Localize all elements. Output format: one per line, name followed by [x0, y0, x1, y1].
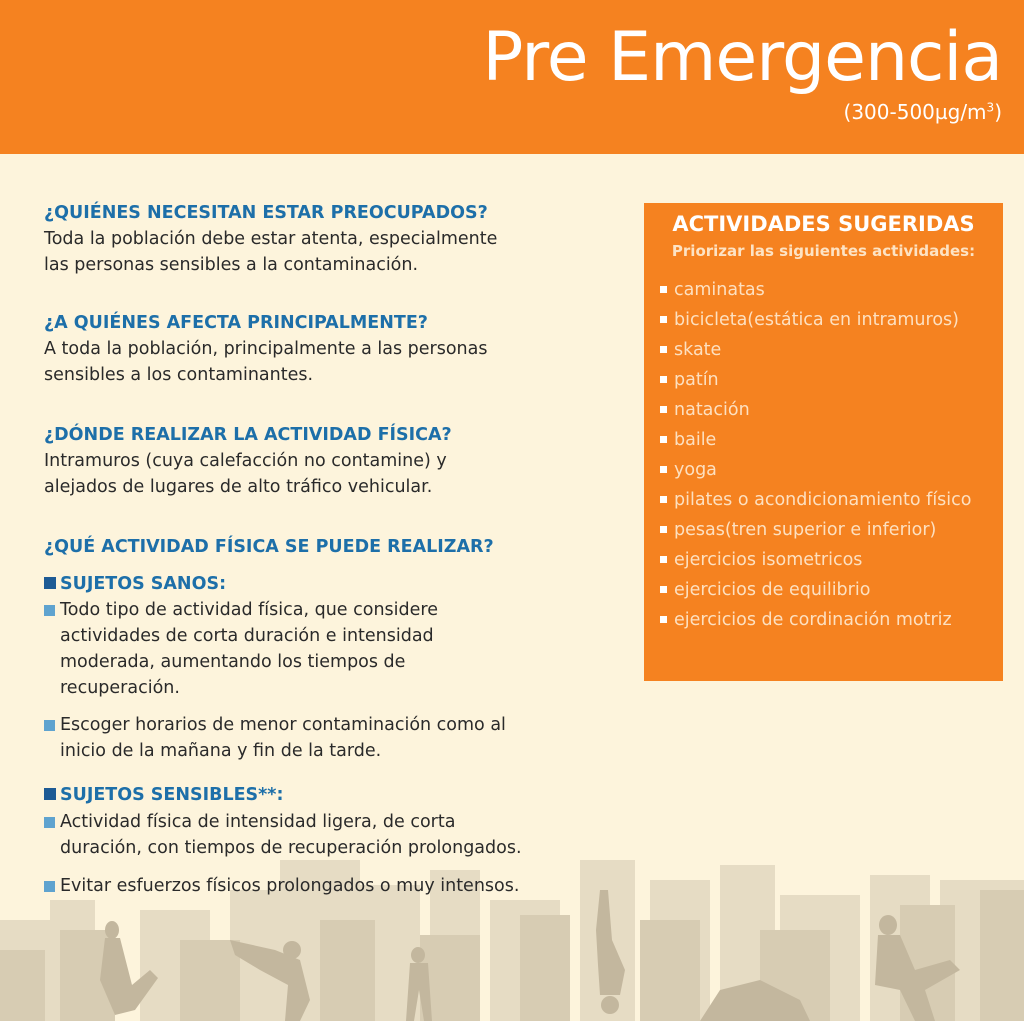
- answer-line: Toda la población debe estar atenta, especialmente: [44, 229, 498, 249]
- square-bullet-icon: [44, 881, 55, 892]
- list-item: [660, 487, 971, 517]
- sensitive-subjects-section: [44, 784, 560, 899]
- range-text: (300-500µg/m: [843, 100, 987, 124]
- list-item-line: Todo tipo de actividad física, que considere: [60, 600, 438, 620]
- suggested-activities-panel: [644, 203, 1003, 681]
- square-bullet-icon: [44, 788, 56, 800]
- list-item-line: Evitar esfuerzos físicos prolongados o muy intensos.: [60, 876, 520, 896]
- bullet-icon: [660, 346, 667, 353]
- bullet-icon: [660, 496, 667, 503]
- list-item: [44, 809, 560, 861]
- concentration-range: [844, 100, 1002, 124]
- square-bullet-icon: [44, 605, 55, 616]
- healthy-subjects-label: SUJETOS SANOS:: [60, 574, 227, 594]
- list-item-line: Escoger horarios de menor contaminación como al: [60, 715, 506, 735]
- list-item: [660, 577, 971, 607]
- bullet-icon: [660, 376, 667, 383]
- answer-text: [44, 336, 487, 388]
- answer-line: sensibles a los contaminantes.: [44, 365, 314, 385]
- activity-label: bicicleta(estática en intramuros): [674, 310, 959, 330]
- activity-label: natación: [674, 400, 750, 420]
- activity-label: ejercicios de cordinación motriz: [674, 610, 952, 630]
- bullet-icon: [660, 466, 667, 473]
- list-item-line: Actividad física de intensidad ligera, de corta: [60, 812, 456, 832]
- question-heading: ¿A QUIÉNES AFECTA PRINCIPALMENTE?: [44, 313, 428, 333]
- list-item-line: recuperación.: [60, 678, 180, 698]
- question-block-4: [44, 536, 494, 558]
- page-title: Pre Emergencia: [482, 18, 1002, 97]
- bullet-icon: [660, 316, 667, 323]
- square-bullet-icon: [44, 817, 55, 828]
- healthy-subjects-heading: [44, 573, 560, 595]
- bullet-icon: [660, 556, 667, 563]
- question-heading: ¿DÓNDE REALIZAR LA ACTIVIDAD FÍSICA?: [44, 425, 452, 445]
- list-item: [660, 457, 971, 487]
- bullet-icon: [660, 526, 667, 533]
- list-item: [660, 607, 971, 637]
- square-bullet-icon: [44, 720, 55, 731]
- list-item: [44, 873, 560, 899]
- activity-label: ejercicios isometricos: [674, 550, 863, 570]
- answer-line: A toda la población, principalmente a las personas: [44, 339, 488, 359]
- answer-text: [44, 226, 497, 278]
- activity-label: pesas(tren superior e inferior): [674, 520, 937, 540]
- activity-label: baile: [674, 430, 717, 450]
- question-block-1: [44, 202, 497, 278]
- list-item: [660, 397, 971, 427]
- answer-text: [44, 448, 452, 500]
- list-item: [660, 337, 971, 367]
- answer-line: las personas sensibles a la contaminación.: [44, 255, 419, 275]
- list-item: [44, 597, 560, 701]
- list-item-line: inicio de la mañana y fin de la tarde.: [60, 741, 382, 761]
- activity-label: yoga: [674, 460, 717, 480]
- answer-line: Intramuros (cuya calefacción no contamine) y: [44, 451, 447, 471]
- question-heading: ¿QUÉ ACTIVIDAD FÍSICA SE PUEDE REALIZAR?: [44, 537, 494, 557]
- activity-label: ejercicios de equilibrio: [674, 580, 871, 600]
- bullet-icon: [660, 406, 667, 413]
- list-item: [44, 712, 560, 764]
- question-heading: ¿QUIÉNES NECESITAN ESTAR PREOCUPADOS?: [44, 203, 488, 223]
- list-item-line: actividades de corta duración e intensidad: [60, 626, 434, 646]
- sensitive-subjects-label: SUJETOS SENSIBLES**:: [60, 785, 284, 805]
- healthy-subjects-section: [44, 573, 560, 764]
- sensitive-subjects-heading: [44, 784, 560, 806]
- panel-title: ACTIVIDADES SUGERIDAS: [672, 212, 975, 236]
- activity-list: [660, 277, 971, 637]
- activity-label: skate: [674, 340, 722, 360]
- bullet-icon: [660, 436, 667, 443]
- panel-subtitle: Priorizar las siguientes actividades:: [671, 242, 976, 260]
- answer-line: alejados de lugares de alto tráfico vehicular.: [44, 477, 433, 497]
- question-block-3: [44, 424, 452, 500]
- bullet-icon: [660, 286, 667, 293]
- list-item-line: moderada, aumentando los tiempos de: [60, 652, 406, 672]
- activity-label: patín: [674, 370, 719, 390]
- square-bullet-icon: [44, 577, 56, 589]
- activity-label: pilates o acondicionamiento físico: [674, 490, 972, 510]
- list-item: [660, 277, 971, 307]
- range-close: ): [994, 100, 1002, 124]
- range-exponent: 3: [986, 100, 995, 115]
- activity-label: caminatas: [674, 280, 765, 300]
- bullet-icon: [660, 616, 667, 623]
- list-item: [660, 427, 971, 457]
- header-banner: [0, 0, 1024, 154]
- list-item: [660, 367, 971, 397]
- list-item: [660, 307, 971, 337]
- list-item: [660, 547, 971, 577]
- list-item-line: duración, con tiempos de recuperación prolongados.: [60, 838, 522, 858]
- list-item: [660, 517, 971, 547]
- bullet-icon: [660, 586, 667, 593]
- question-block-2: [44, 312, 487, 388]
